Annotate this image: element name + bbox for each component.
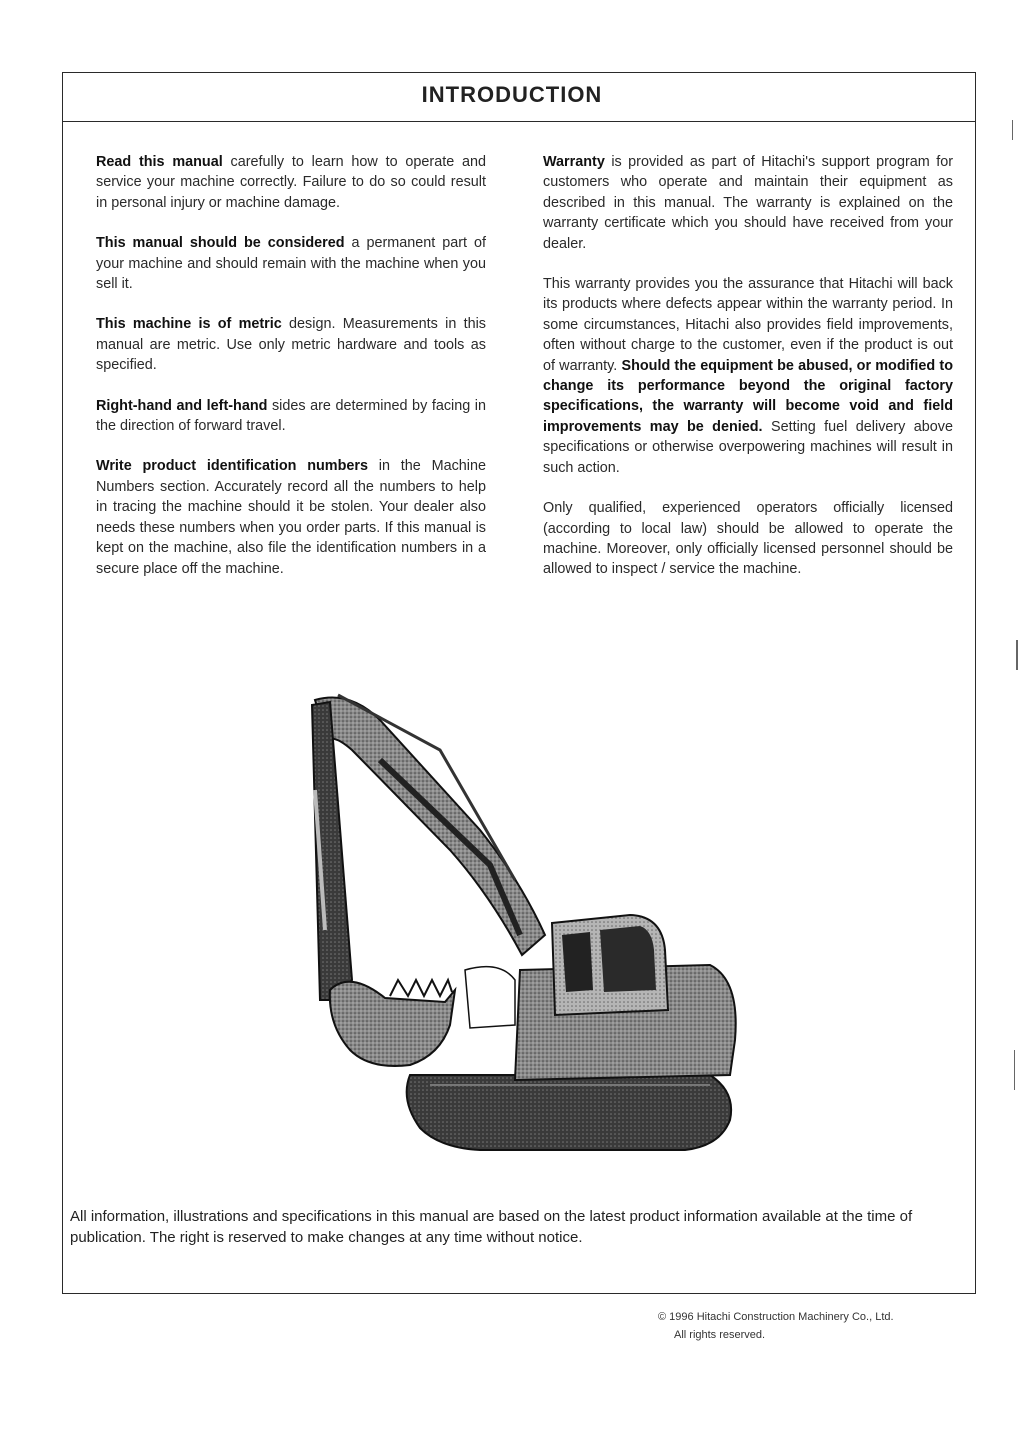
paragraph-metric [96, 314, 486, 375]
paragraph-identification [96, 456, 486, 578]
paragraph-text: This warranty provides you the assurance that Hitachi will back its products where defects appear within the warranty period. In some circumstances, Hitachi also provides field improvements, often without charge to the customer, even if the product is out of warranty. [543, 276, 953, 374]
paragraph-right-left [96, 396, 486, 437]
scan-edge-mark [1016, 640, 1018, 670]
paragraph-lead: Read this manual [96, 154, 223, 170]
disclaimer-text: All information, illustrations and specifications in this manual are based on the latest product information available at the time of publication. The right is reserved to make changes at any time without notice. [70, 1208, 913, 1246]
paragraph-lead: Write product identification numbers [96, 458, 368, 475]
excavator-illustration [290, 680, 750, 1170]
warning-text: Should the equipment be abused, or modified to change its performance beyond the original factory specifications, the warranty will become void and field improvements may be denied. [543, 357, 953, 435]
copyright-block [658, 1308, 894, 1344]
right-column [543, 152, 953, 600]
rights-reserved-line: All rights reserved. [674, 1329, 766, 1341]
paragraph-text: design. Measurements in this manual are metric. Use only metric hardware and tools as specified. [96, 316, 486, 374]
paragraph-assurance [543, 274, 953, 478]
paragraph-lead: Warranty [543, 154, 605, 170]
paragraph-warranty [543, 152, 953, 254]
paragraph-read-manual [96, 152, 486, 213]
scan-edge-mark [1014, 1050, 1015, 1090]
scan-edge-mark [1012, 120, 1013, 140]
paragraph-lead: Right-hand and left-hand [96, 397, 268, 414]
paragraph-text: carefully to learn how to operate and service your machine correctly. Failure to do so could result in personal injury or machine damage. [96, 154, 486, 211]
paragraph-text: in the Machine Numbers section. Accurately record all the numbers to help in tracing the machine should it be stolen. Your dealer also needs these numbers when you order parts. If this manual is kept on the machine, also file the identification numbers in a secure place off the machine. [96, 458, 486, 577]
paragraph-permanent-part [96, 233, 486, 294]
paragraph-lead: This machine is of metric [96, 316, 282, 333]
page-title: INTRODUCTION [421, 82, 603, 107]
paragraph-qualified [543, 498, 953, 580]
paragraph-text: a permanent part of your machine and should remain with the machine when you sell it. [96, 235, 486, 293]
copyright-line: © 1996 Hitachi Construction Machinery Co., Ltd. [658, 1311, 894, 1323]
paragraph-lead: This manual should be considered [96, 235, 345, 252]
left-column [96, 152, 486, 599]
paragraph-text: sides are determined by facing in the direction of forward travel. [96, 397, 486, 435]
paragraph-text: Only qualified, experienced operators officially licensed (according to local law) should be allowed to operate the machine. Moreover, only officially licensed personnel should be allowed to inspect / service the machine. [543, 500, 953, 578]
paragraph-text: is provided as part of Hitachi's support program for customers who operate and maintain their equipment as described in this manual. The warranty is explained on the warranty certificate which you should have received from your dealer. [543, 154, 953, 252]
paragraph-text: Setting fuel delivery above specifications or otherwise overpowering machines will result in such action. [543, 418, 953, 476]
